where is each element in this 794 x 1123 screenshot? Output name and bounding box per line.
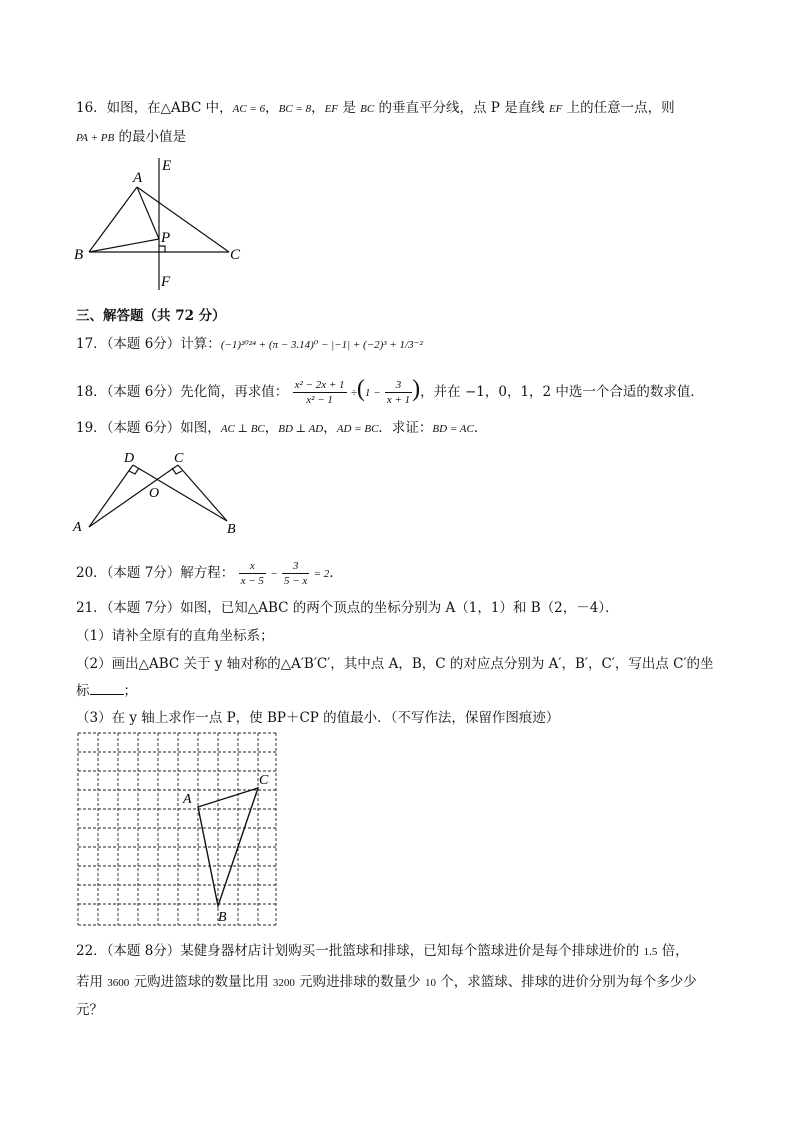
q18-one-minus: 1 − [364,387,381,399]
q22-text-f: 个，求篮球、排球的进价分别为每个多少少 [435,974,697,990]
q20-eq: = 2 [313,568,330,580]
q18-num1: x² − 2x + 1 [294,379,345,391]
q17 [76,334,423,355]
q18-div: ÷ [350,387,357,399]
q20-fraction1 [239,559,266,588]
q22-text-e: 元购进排球的数量少 [294,974,425,990]
q16-label-p: P [161,230,171,246]
q19-label-o: O [149,486,160,501]
q19-end: ． [473,420,488,436]
q22-difference: 10 [424,977,436,989]
q17-prefix: 17．（本题 6分）计算： [76,336,221,352]
section-title: 三、解答题（共 72 分） [76,308,226,324]
q20 [76,555,343,591]
q16-is: 是 [338,100,361,116]
q19-mid: ．求证： [378,420,433,436]
q21-line5: （3）在 y 轴上求作一点 P，使 BP＋CP 的值最小．（不写作法，保留作图痕迹） [76,710,560,726]
q18-fraction1 [293,378,347,407]
q19-label-c: C [174,451,184,466]
q21-line3: （2）画出△ABC 关于 y 轴对称的△A′B′C′，其中点 A，B，C 的对应点分别为 A′，B′，C′，写出点 C′的坐 [76,656,714,672]
q19-prefix: 19．（本题 6分）如图， [76,420,221,436]
q22-text-b: 倍， [657,943,689,959]
q16-comma2: ， [311,100,325,116]
q18-paren-open: ( [356,376,365,402]
q19-sep1: ， [264,420,279,436]
q20-num2: 3 [282,559,309,574]
q16-ef: EF [324,103,339,115]
q21-line2: （1）请补全原有的直角坐标系； [76,628,274,644]
q21-line1: 21．（本题 7分）如图，已知△ABC 的两个顶点的坐标分别为 A（1，1）和 B（2，－4）． [76,600,619,616]
q19-sep2: ， [323,420,337,436]
q20-num1: x [239,559,266,574]
q21-label-a: A [183,792,192,807]
q16-papb: PA + PB [76,132,115,144]
q16-label-b: B [74,247,84,263]
q16-text-c: 上的任意一点，则 [562,100,675,116]
q18-den2: x + 1 [386,394,411,406]
q18-prefix: 18．（本题 6分）先化简，再求值： [76,384,289,400]
answer-blank[interactable] [90,682,124,695]
q19-label-b: B [227,522,236,537]
q16-text-b: 的垂直平分线，点 P 是直线 [374,100,549,116]
q18-fraction2 [385,378,412,407]
q16-bc2: BC [360,103,375,115]
q22-line1 [76,941,689,962]
q22-amount-basketball: 3600 [107,977,130,989]
q22-line3: 元？ [76,1002,103,1018]
q22-ratio: 1.5 [643,946,658,958]
q21-label-b: B [218,910,227,925]
q19-c2: BD ⊥ AD [278,423,324,435]
q21-line4-text: 标 [76,683,90,699]
q22-line2 [76,972,697,993]
q16-ac: AC = 6 [232,103,266,115]
q16-bc: BC = 8 [278,103,312,115]
q21-label-c: C [259,773,269,788]
q20-fraction2 [282,559,309,588]
q20-end: ． [329,565,343,581]
q16-text-a: 16．如图，在△ABC 中， [76,100,233,116]
q21-line4-end: ； [123,683,137,699]
q22-amount-volleyball: 3200 [272,977,295,989]
q17-expr: (−1)²⁰²⁴ + (π − 3.14)⁰ − |−1| + (−2)³ + 1/3⁻² [220,339,423,351]
q19-c1: AC ⊥ BC [220,423,265,435]
q18 [76,371,704,407]
q16-line1 [76,98,675,119]
q20-den1: x − 5 [240,575,264,587]
q22-text-d: 元购进篮球的数量比用 [129,974,273,990]
q16-ef2: EF [548,103,563,115]
q20-minus: − [270,568,278,580]
q21-line4 [76,681,137,701]
q19-goal: BD = AC [432,423,474,435]
q16-label-f: F [161,274,171,290]
q16-text-d: 的最小值是 [114,129,186,145]
q19-label-a: A [73,520,82,535]
q18-num2: 3 [385,378,412,393]
q19 [76,418,487,439]
q18-suffix: ，并在 −1，0，1，2 中选一个合适的数求值． [420,384,704,400]
q16-label-c: C [230,247,241,263]
q16-label-e: E [162,158,172,174]
q18-paren-close: ) [412,376,421,402]
q16-line2 [76,127,186,148]
q22-text-a: 22．（本题 8分）某健身器材店计划购买一批篮球和排球，已知每个篮球进价是每个排球进价的 [76,943,644,959]
q16-comma1: ， [265,100,279,116]
q16-label-a: A [133,170,143,186]
q19-label-d: D [124,451,135,466]
q20-den2: 5 − x [283,575,308,587]
q18-den1: x² − 1 [306,394,333,406]
q22-text-c: 若用 [76,974,108,990]
q19-c3: AD = BC [336,423,379,435]
q20-prefix: 20．（本题 7分）解方程： [76,565,235,581]
